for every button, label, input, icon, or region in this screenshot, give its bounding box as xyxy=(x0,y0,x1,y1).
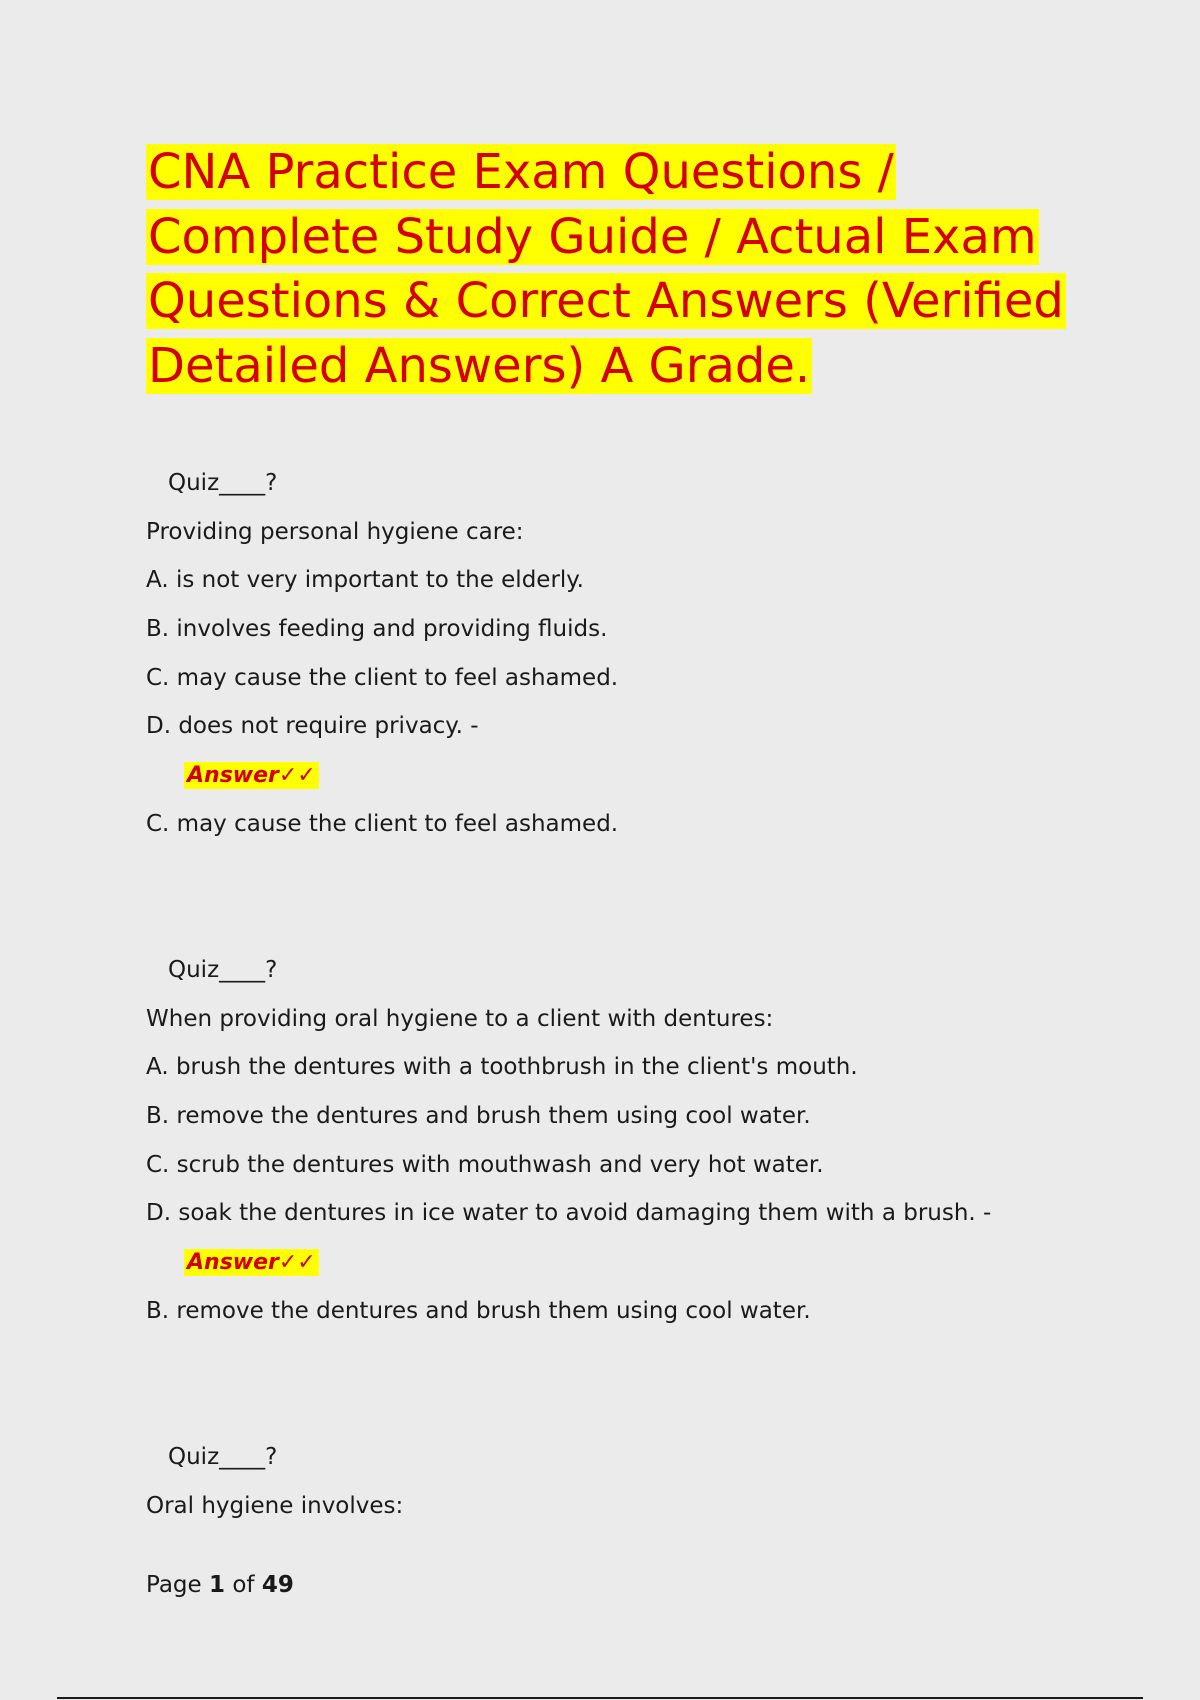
question-block-3 xyxy=(146,1433,1066,1530)
question-prompt: When providing oral hygiene to a client with dentures: xyxy=(146,1005,774,1032)
quiz-label: Quiz____? xyxy=(168,1444,278,1470)
document-title-text: CNA Practice Exam Questions / Complete Study Guide / Actual Exam Questions & Correct Answers (Verified Detailed Answers) A Grade. xyxy=(148,144,1064,394)
question-prompt: Oral hygiene involves: xyxy=(146,1492,404,1519)
option-c: C. may cause the client to feel ashamed. xyxy=(146,664,619,691)
total-pages: 49 xyxy=(261,1572,294,1598)
option-c: C. scrub the dentures with mouthwash and very hot water. xyxy=(146,1151,824,1178)
question-block-1 xyxy=(146,459,1066,849)
footer-divider xyxy=(57,1697,1143,1699)
page-word: Page xyxy=(146,1572,202,1598)
document-title xyxy=(146,140,1066,398)
option-d: D. soak the dentures in ice water to avoid damaging them with a brush. - xyxy=(146,1200,992,1227)
correct-answer: B. remove the dentures and brush them using cool water. xyxy=(146,1297,811,1324)
answer-label-row xyxy=(146,1238,1066,1287)
question-block-2 xyxy=(146,946,1066,1336)
answer-label: Answer✓✓ xyxy=(184,762,319,789)
answer-label: Answer✓✓ xyxy=(184,1249,319,1276)
of-word: of xyxy=(232,1572,255,1598)
correct-answer: C. may cause the client to feel ashamed. xyxy=(146,810,619,837)
answer-label-row xyxy=(146,751,1066,800)
option-a: A. is not very important to the elderly. xyxy=(146,567,584,594)
option-a: A. brush the dentures with a toothbrush in the client's mouth. xyxy=(146,1054,858,1081)
option-d: D. does not require privacy. - xyxy=(146,713,479,740)
page-number xyxy=(146,1567,294,1603)
current-page: 1 xyxy=(209,1572,226,1598)
question-prompt: Providing personal hygiene care: xyxy=(146,518,524,545)
quiz-label: Quiz____? xyxy=(168,957,278,983)
option-b: B. involves feeding and providing fluids. xyxy=(146,616,608,643)
option-b: B. remove the dentures and brush them using cool water. xyxy=(146,1103,811,1130)
quiz-label: Quiz____? xyxy=(168,470,278,496)
